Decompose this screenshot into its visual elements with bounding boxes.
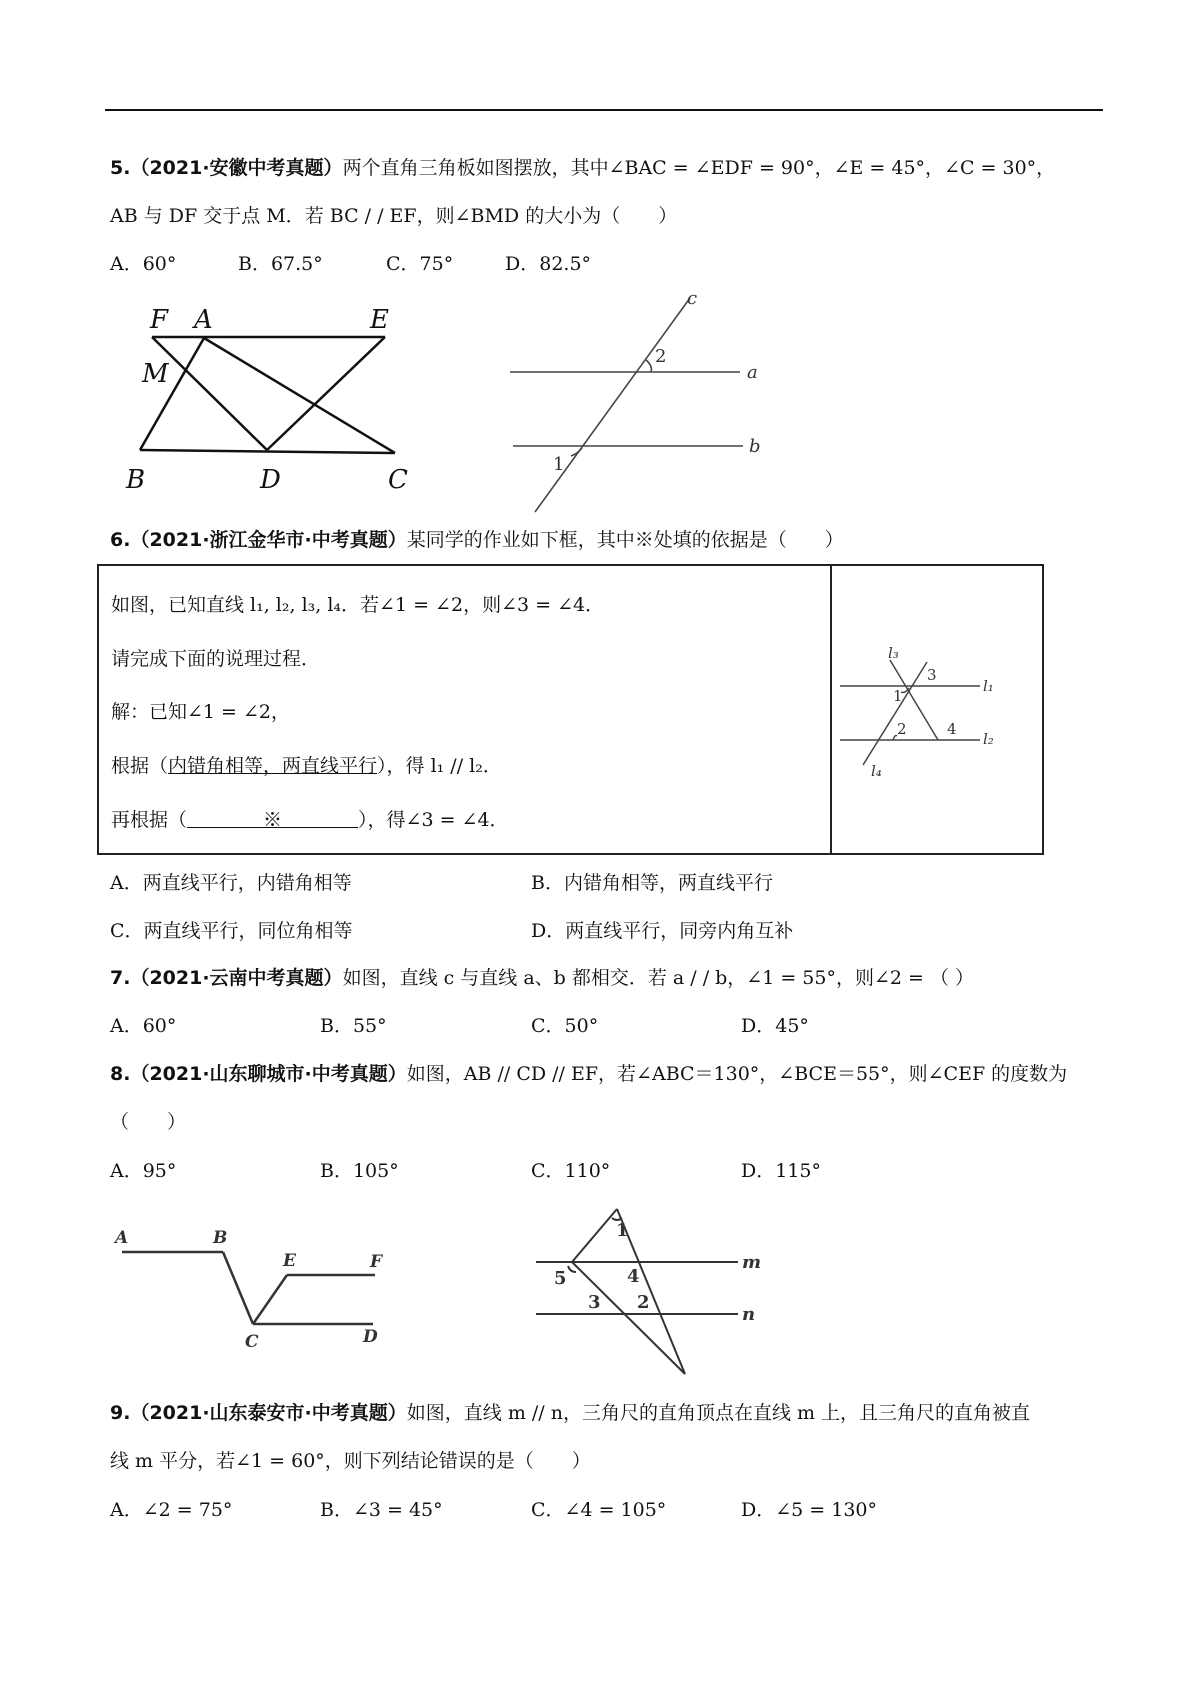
q5-label-a: A — [194, 305, 213, 335]
q7-label-c: c — [687, 290, 698, 309]
header-rule — [105, 109, 1103, 111]
q8-figure — [105, 1225, 405, 1360]
q8-source: （2021·山东聊城市·中考真题） — [130, 1063, 407, 1085]
q7-number: 7. — [110, 967, 131, 989]
q5-label-e: E — [370, 305, 389, 335]
q5-label-d: D — [260, 465, 281, 495]
q9-angle-3: 3 — [588, 1292, 601, 1313]
q8-line1 — [110, 1061, 1067, 1087]
q6-figure — [835, 640, 1015, 780]
q6-option-a[interactable]: A．两直线平行，内错角相等 — [110, 872, 352, 894]
q5-line1 — [110, 155, 1055, 181]
q9-angle-1: 1 — [616, 1220, 629, 1241]
q5-option-d[interactable]: D．82.5° — [505, 253, 592, 275]
q9-angle-4: 4 — [627, 1266, 640, 1287]
q6-box-line3: 解：已知∠1 = ∠2， — [111, 701, 291, 723]
q7-option-d[interactable]: D．45° — [741, 1015, 809, 1037]
q7-option-b[interactable]: B．55° — [320, 1015, 387, 1037]
q8-number: 8. — [110, 1063, 131, 1085]
q5-label-b: B — [126, 465, 146, 495]
q9-angle-2: 2 — [637, 1292, 650, 1313]
q5-figure — [120, 300, 440, 500]
q6-label-l3: l₃ — [888, 644, 899, 662]
q6-source: （2021·浙江金华市·中考真题） — [130, 529, 407, 551]
q6-box-line1: 如图，已知直线 l₁, l₂, l₃, l₄．若∠1 = ∠2，则∠3 = ∠4． — [111, 594, 605, 616]
q5-option-b[interactable]: B．67.5° — [238, 253, 323, 275]
q6-box-line5 — [111, 807, 509, 833]
q7-source: （2021·云南中考真题） — [130, 967, 343, 989]
q5-text-line1: 两个直角三角板如图摆放，其中∠BAC = ∠EDF = 90°，∠E = 45°，∠C = 30°， — [342, 157, 1056, 179]
q9-figure — [530, 1200, 790, 1380]
q8-label-a: A — [115, 1228, 129, 1248]
q8-label-c: C — [245, 1332, 259, 1352]
q6-label-l4: l₄ — [871, 762, 882, 780]
q5-text-line2: AB 与 DF 交于点 M．若 BC / / EF，则∠BMD 的大小为（ ） — [110, 205, 678, 227]
q8-label-f: F — [370, 1252, 383, 1272]
q7-line1 — [110, 965, 974, 991]
q6-angle-2: 2 — [897, 720, 907, 738]
q5-label-m: M — [142, 359, 169, 389]
q6-angle-1: 1 — [893, 687, 903, 705]
q8-option-b[interactable]: B．105° — [320, 1160, 399, 1182]
q7-angle-1: 1 — [553, 454, 565, 475]
q6-label-l2: l₂ — [983, 730, 994, 748]
q6-box-divider — [830, 564, 832, 855]
q6-number: 6. — [110, 529, 131, 551]
q8-option-a[interactable]: A．95° — [110, 1160, 177, 1182]
q7-label-b: b — [749, 436, 761, 457]
q7-figure — [505, 290, 775, 515]
q9-option-b[interactable]: B．∠3 = 45° — [320, 1499, 443, 1521]
q9-text: 如图，直线 m // n，三角尺的直角顶点在直线 m 上，且三角尺的直角被直 — [406, 1402, 1031, 1424]
q9-source: （2021·山东泰安市·中考真题） — [130, 1402, 407, 1424]
q6-text: 某同学的作业如下框，其中※处填的依据是（ ） — [406, 529, 844, 551]
q6-box-line5-post: ），得∠3 = ∠4． — [358, 809, 509, 831]
q6-box-line4 — [111, 753, 502, 779]
q6-option-d[interactable]: D．两直线平行，同旁内角互补 — [531, 920, 794, 942]
q6-label-l1: l₁ — [983, 677, 994, 695]
q8-option-d[interactable]: D．115° — [741, 1160, 821, 1182]
q8-option-c[interactable]: C．110° — [531, 1160, 611, 1182]
q6-box-blank[interactable]: ※ — [187, 809, 359, 831]
q7-option-a[interactable]: A．60° — [110, 1015, 177, 1037]
q6-box-line4-post: ），得 l₁ // l₂． — [377, 755, 502, 777]
q8-text: 如图，AB // CD // EF，若∠ABC＝130°，∠BCE＝55°，则∠CEF 的度数为 — [406, 1063, 1068, 1085]
q9-angle-5: 5 — [554, 1268, 567, 1289]
q9-option-c[interactable]: C．∠4 = 105° — [531, 1499, 667, 1521]
q7-text: 如图，直线 c 与直线 a、b 都相交．若 a / / b，∠1 = 55°，则∠2 = （ ） — [342, 967, 975, 989]
q9-line1 — [110, 1400, 1030, 1426]
q5-option-c[interactable]: C．75° — [386, 253, 454, 275]
q6-angle-3: 3 — [927, 666, 937, 684]
q9-option-d[interactable]: D．∠5 = 130° — [741, 1499, 878, 1521]
q9-label-n: n — [742, 1304, 756, 1325]
q6-box-line5-pre: 再根据（ — [111, 809, 188, 831]
q7-label-a: a — [747, 362, 758, 383]
q7-angle-2: 2 — [655, 346, 667, 367]
q8-label-e: E — [283, 1251, 296, 1271]
q9-label-m: m — [742, 1252, 762, 1273]
q7-option-c[interactable]: C．50° — [531, 1015, 599, 1037]
q6-box-line4-pre: 根据（ — [111, 755, 169, 777]
q6-option-c[interactable]: C．两直线平行，同位角相等 — [110, 920, 353, 942]
q8-label-b: B — [213, 1228, 228, 1248]
q5-option-a[interactable]: A．60° — [110, 253, 177, 275]
q9-option-a[interactable]: A．∠2 = 75° — [110, 1499, 233, 1521]
q6-line1 — [110, 527, 844, 553]
q6-option-b[interactable]: B．内错角相等，两直线平行 — [531, 872, 773, 894]
q5-number: 5. — [110, 157, 131, 179]
q8-text-line2: （ ） — [110, 1111, 187, 1133]
q8-label-d: D — [363, 1327, 378, 1347]
q6-box-line4-reason: 内错角相等，两直线平行 — [168, 755, 378, 777]
q6-angle-4: 4 — [947, 720, 957, 738]
q6-box-line2: 请完成下面的说理过程． — [111, 648, 321, 670]
q9-text-line2: 线 m 平分，若∠1 = 60°，则下列结论错误的是（ ） — [110, 1450, 591, 1472]
q5-source: （2021·安徽中考真题） — [130, 157, 343, 179]
q5-label-c: C — [388, 465, 408, 495]
q9-number: 9. — [110, 1402, 131, 1424]
q5-label-f: F — [150, 305, 169, 335]
